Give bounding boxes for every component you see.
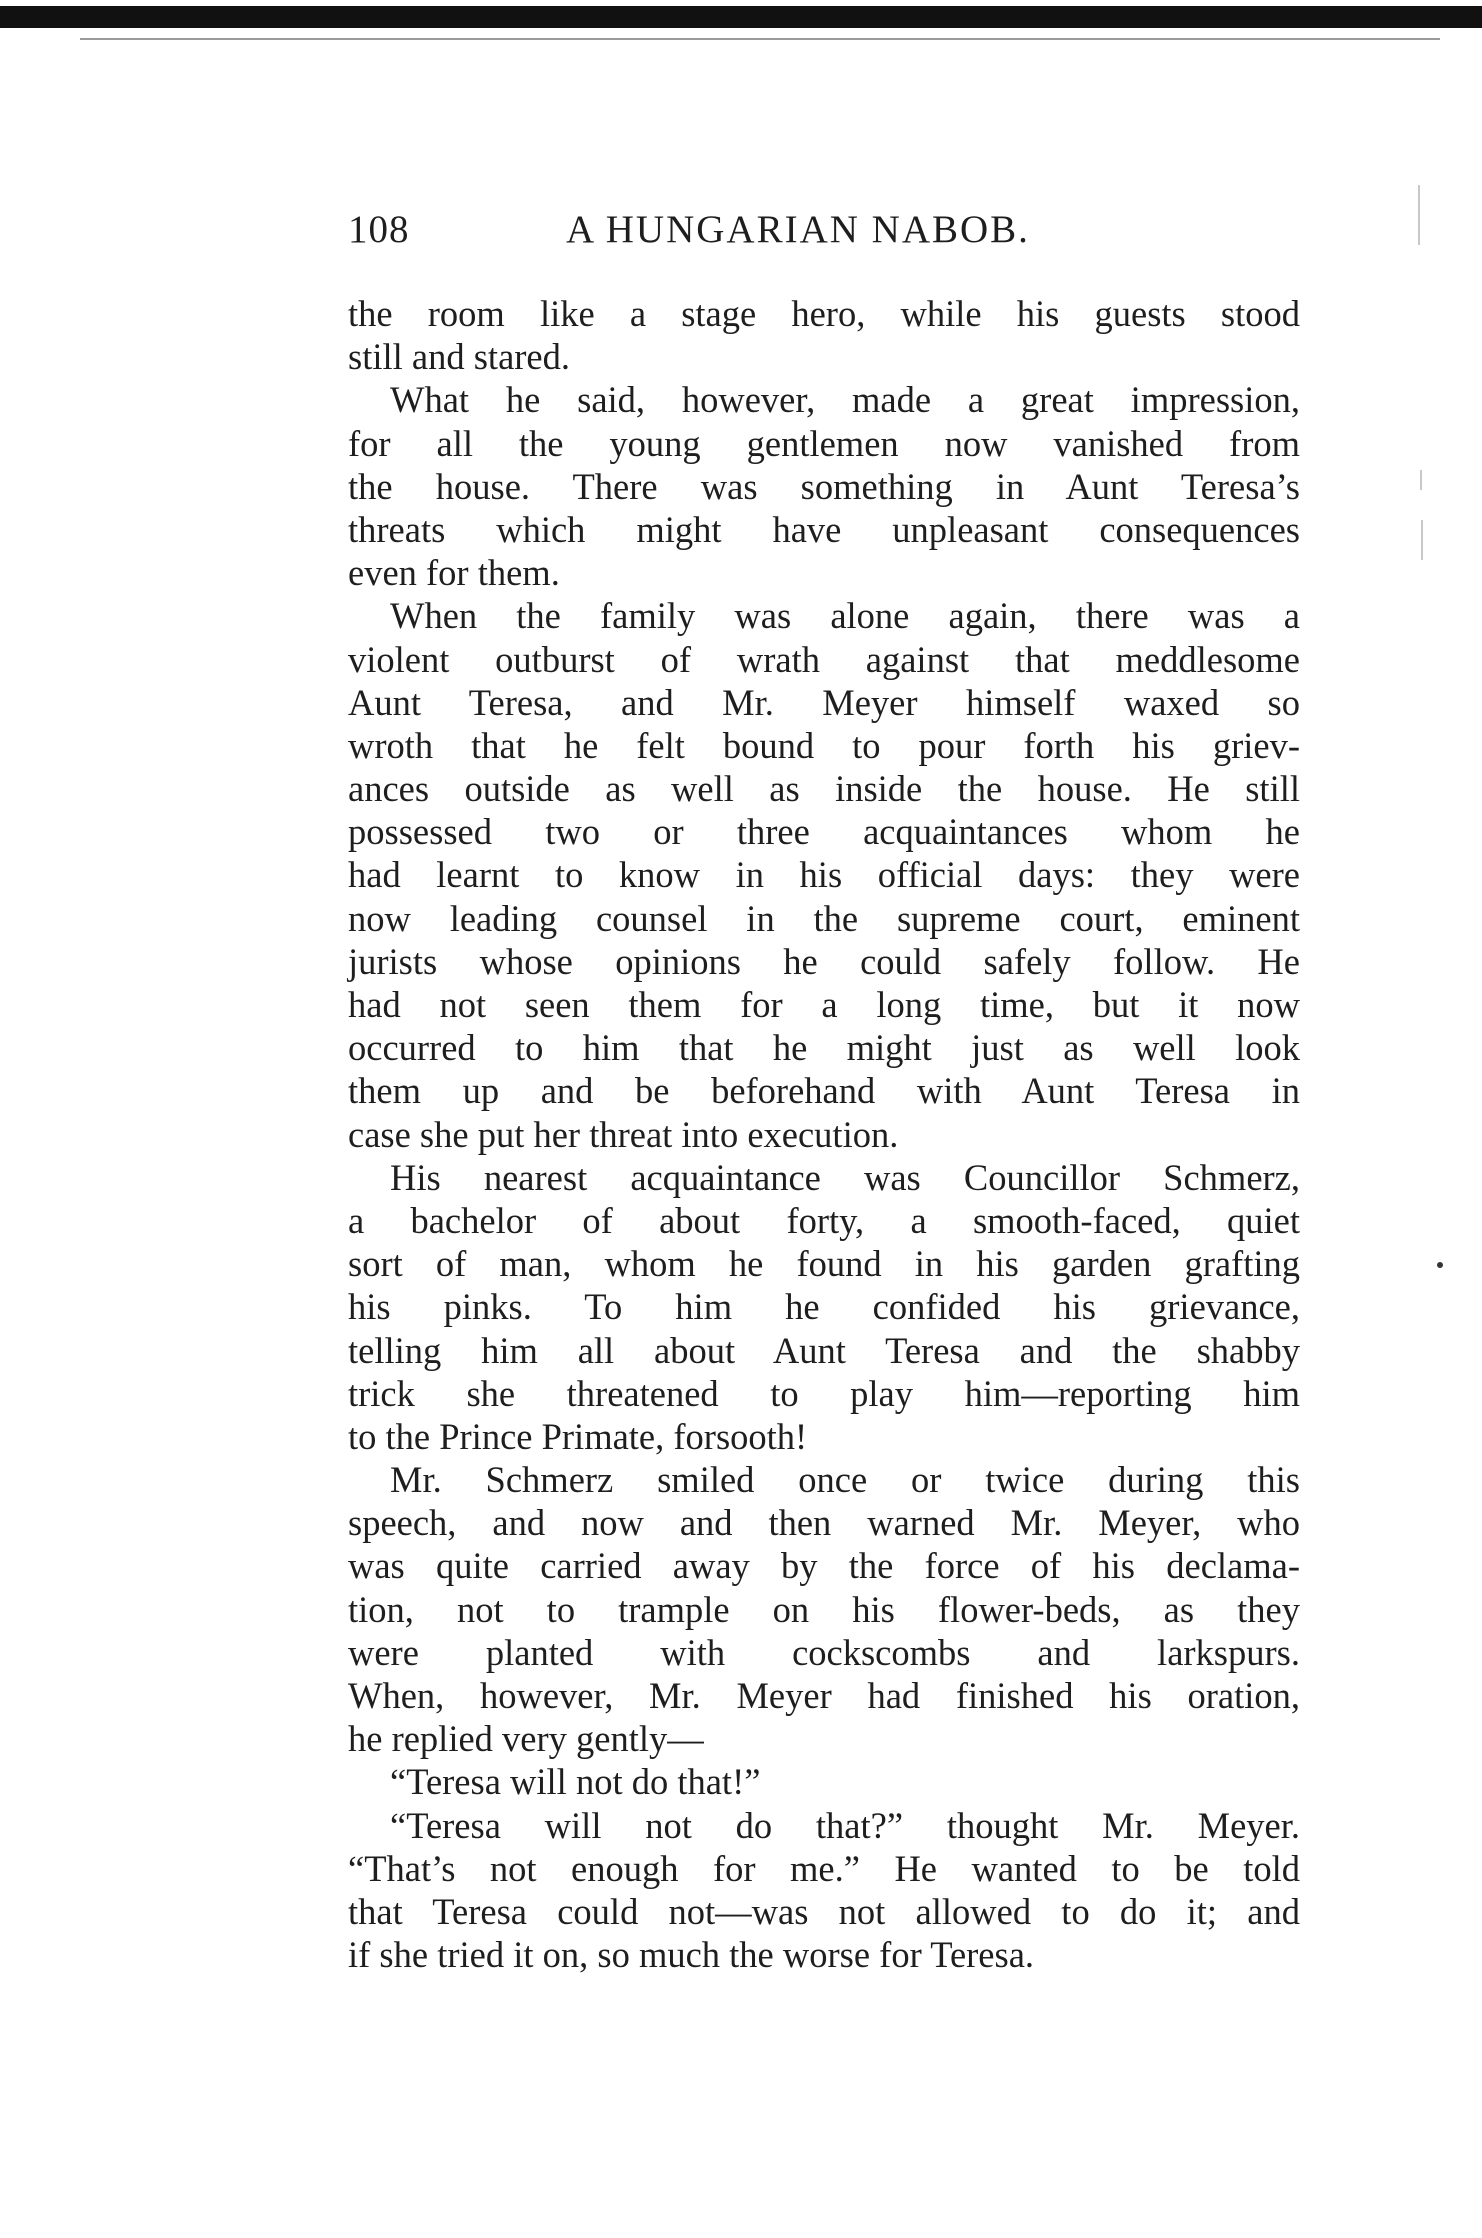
text-line: for all the young gentlemen now vanished from — [348, 422, 1300, 464]
text-line: even for them. — [348, 552, 560, 594]
text-line: his pinks. To him he confided his grievance, — [348, 1286, 1300, 1328]
text-line: case she put her threat into execution. — [348, 1113, 899, 1155]
page-header — [348, 207, 1298, 257]
text-line: jurists whose opinions he could safely follow. He — [348, 940, 1300, 982]
text-line: “That’s not enough for me.” He wanted to be told — [348, 1847, 1300, 1889]
body-text — [348, 292, 1300, 1976]
page-number: 108 — [348, 208, 410, 251]
text-line: Mr. Schmerz smiled once or twice during this — [390, 1459, 1300, 1501]
text-line: them up and be beforehand with Aunt Teresa in — [348, 1070, 1300, 1112]
text-line: possessed two or three acquaintances whom he — [348, 811, 1300, 853]
text-line: “Teresa will not do that!” — [390, 1761, 761, 1803]
margin-mark — [1437, 1262, 1443, 1268]
text-line: threats which might have unpleasant consequences — [348, 508, 1300, 550]
text-line: tion, not to trample on his flower-beds, as they — [348, 1588, 1300, 1630]
text-line: a bachelor of about forty, a smooth-faced, quiet — [348, 1199, 1300, 1241]
text-line: he replied very gently— — [348, 1718, 704, 1760]
text-line: His nearest acquaintance was Councillor Schmerz, — [390, 1156, 1300, 1198]
text-line: had not seen them for a long time, but it now — [348, 984, 1300, 1025]
text-line: trick she threatened to play him—reporting him — [348, 1372, 1300, 1414]
text-line: “Teresa will not do that?” thought Mr. Meyer. — [390, 1804, 1300, 1846]
text-line: the room like a stage hero, while his guests stood — [348, 293, 1300, 334]
text-line: wroth that he felt bound to pour forth his griev- — [348, 724, 1300, 766]
text-line: Aunt Teresa, and Mr. Meyer himself waxed so — [348, 681, 1300, 723]
text-line: was quite carried away by the force of his declama- — [348, 1545, 1300, 1587]
margin-speck — [1421, 520, 1423, 560]
text-line: if she tried it on, so much the worse for Teresa. — [348, 1934, 1035, 1976]
margin-speck — [1420, 470, 1422, 490]
text-line: speech, and now and then warned Mr. Meyer, who — [348, 1502, 1300, 1544]
text-line: were planted with cockscombs and larkspurs. — [348, 1631, 1300, 1673]
text-line: ances outside as well as inside the house. He still — [348, 768, 1300, 810]
text-line: What he said, however, made a great impression, — [390, 379, 1300, 421]
text-line: sort of man, whom he found in his garden grafting — [348, 1243, 1300, 1285]
text-line: to the Prince Primate, forsooth! — [348, 1415, 808, 1457]
text-line: occurred to him that he might just as well look — [348, 1027, 1300, 1069]
margin-speck — [1418, 185, 1420, 245]
top-border-rule — [0, 6, 1482, 28]
text-line: violent outburst of wrath against that meddlesome — [348, 638, 1300, 680]
text-line: that Teresa could not—was not allowed to do it; and — [348, 1890, 1300, 1932]
text-line: still and stared. — [348, 336, 570, 378]
text-line: had learnt to know in his official days: they were — [348, 854, 1300, 896]
top-thin-rule — [80, 38, 1440, 40]
text-line: the house. There was something in Aunt Teresa’s — [348, 465, 1300, 507]
text-line: now leading counsel in the supreme court, eminent — [348, 897, 1300, 939]
text-line: telling him all about Aunt Teresa and the shabby — [348, 1329, 1300, 1371]
text-line: When the family was alone again, there was a — [390, 595, 1300, 637]
text-line: When, however, Mr. Meyer had finished his oration, — [348, 1675, 1300, 1716]
running-title: A HUNGARIAN NABOB. — [566, 208, 1030, 251]
